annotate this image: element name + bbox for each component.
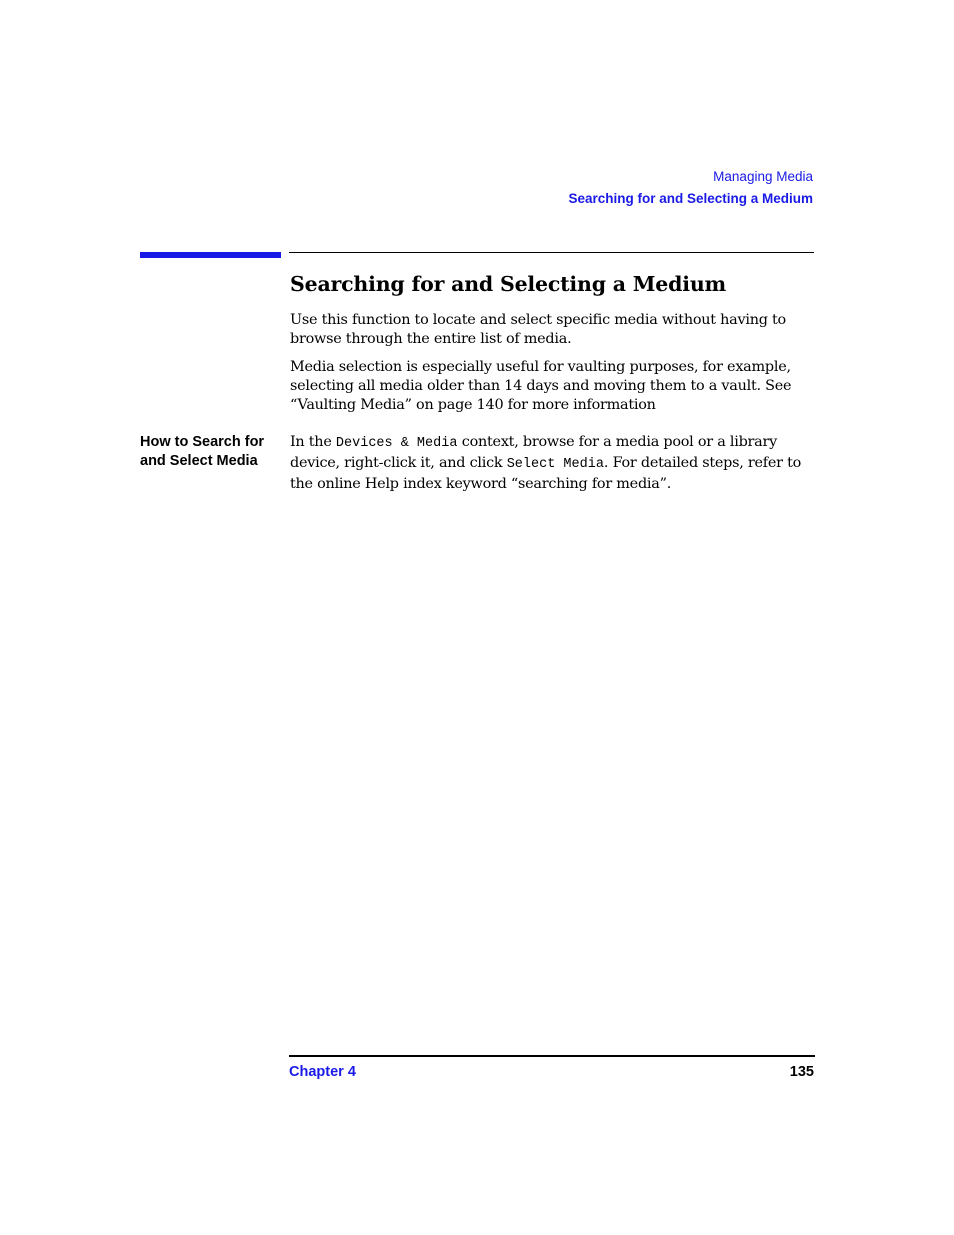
footer-page-number: 135	[789, 1064, 814, 1080]
running-header-chapter-title: Managing Media	[713, 169, 813, 184]
section-accent-bar	[140, 252, 281, 258]
how-to-text-1: In the	[290, 434, 336, 450]
footer-chapter-label: Chapter 4	[289, 1064, 356, 1080]
code-select-media: Select Media	[506, 456, 604, 472]
running-header	[568, 166, 813, 210]
section-heading: Searching for and Selecting a Medium	[290, 272, 727, 296]
footer-rule	[289, 1055, 815, 1057]
how-to-paragraph	[290, 433, 815, 493]
vaulting-paragraph: Media selection is especially useful for vaulting purposes, for example, selecting all media older than 14 days and moving them to a vault. See “Vaulting Media” on page 140 for more information	[290, 359, 792, 413]
running-header-section-title: Searching for and Selecting a Medium	[568, 191, 813, 206]
how-to-text-3: . For detailed steps, refer to the online Help index keyword “searching for media”.	[290, 454, 802, 492]
how-to-text-2: context, browse for a media pool or a library device, right-click it, and click	[290, 434, 778, 471]
subsection-side-heading: How to Search for and Select Media	[140, 434, 265, 469]
intro-paragraph: Use this function to locate and select specific media without having to browse through the entire list of media.	[290, 312, 786, 347]
section-top-rule	[289, 252, 814, 253]
code-devices-media: Devices & Media	[335, 436, 458, 451]
